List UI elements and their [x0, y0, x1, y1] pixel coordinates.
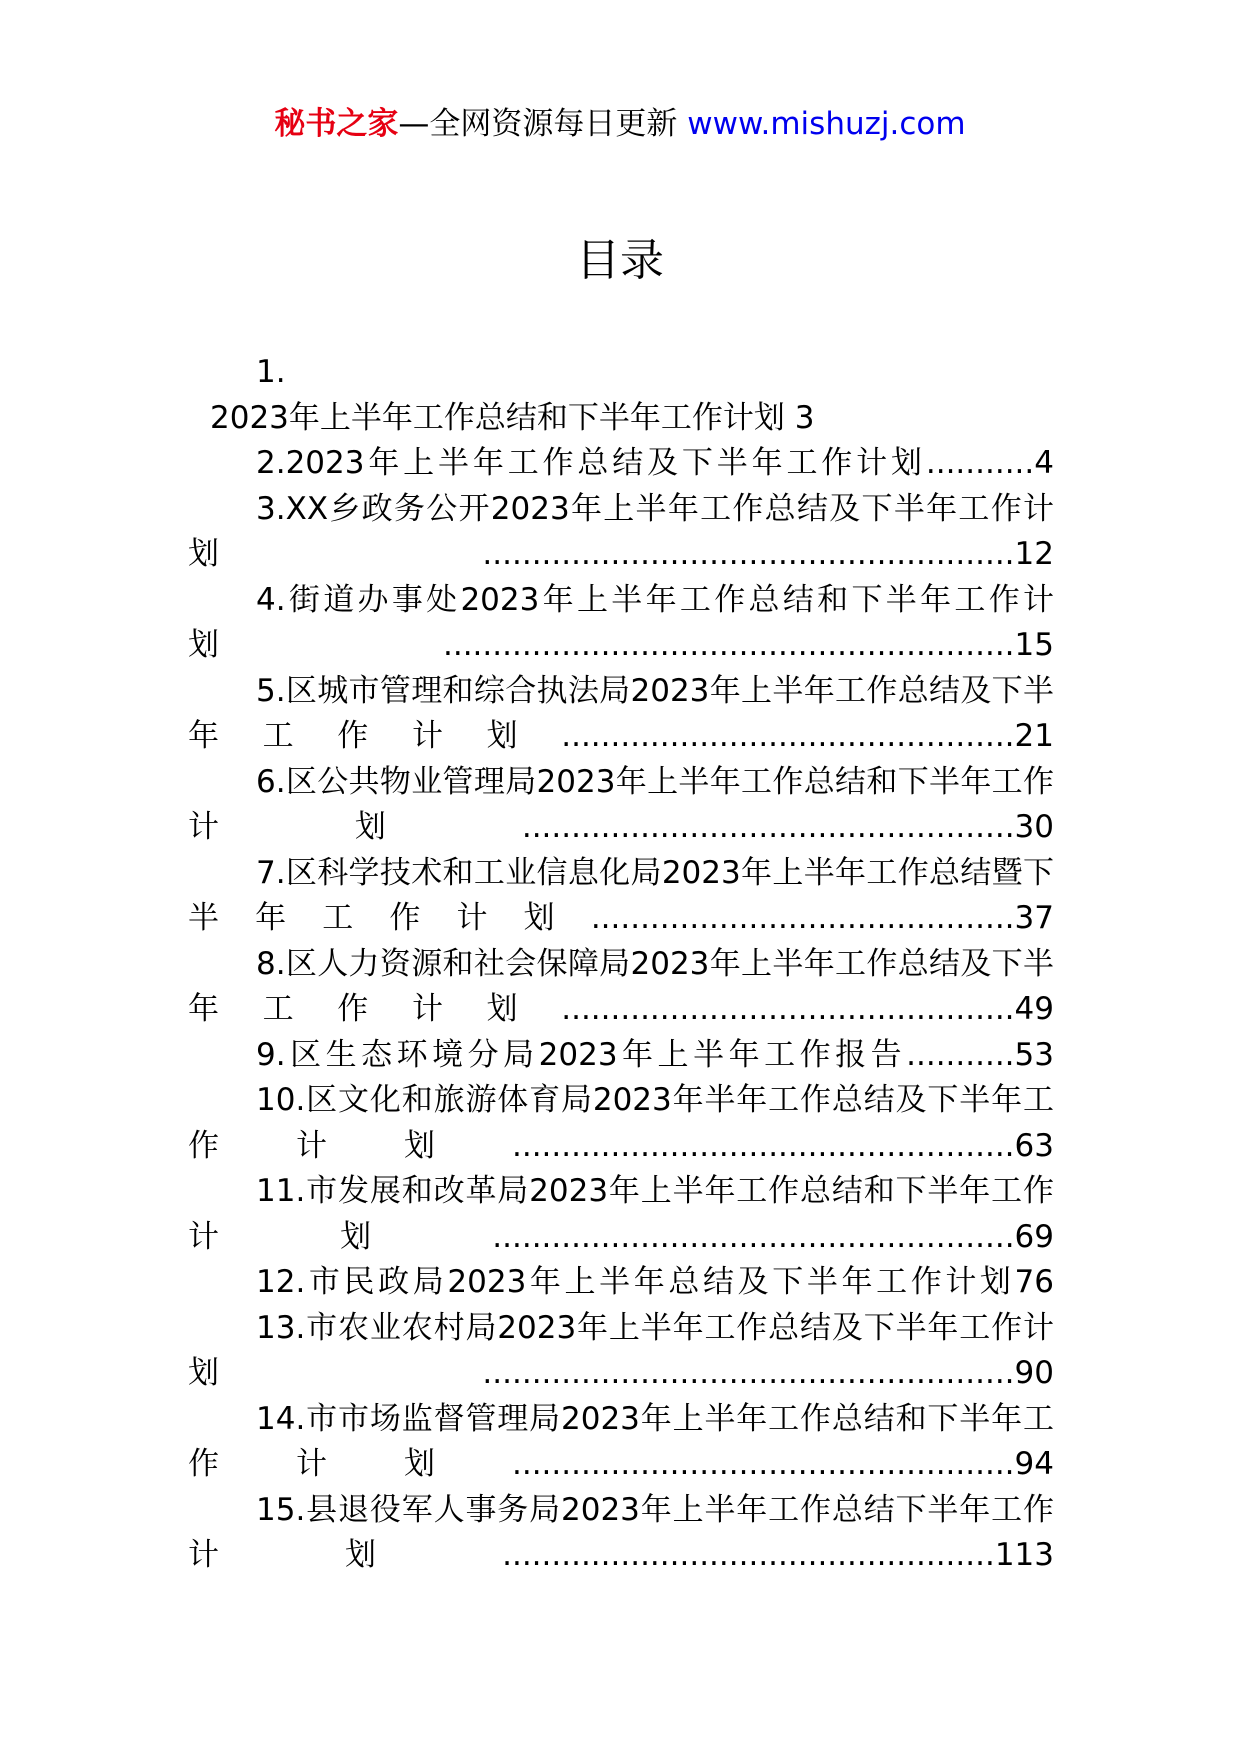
toc-entry-11[interactable] — [188, 1169, 1054, 1260]
toc-entry-number: 7. — [256, 854, 286, 891]
toc-entry-number: 1. — [256, 354, 286, 390]
toc-entry-number: 8. — [256, 945, 286, 982]
toc-entry-number: 5. — [256, 672, 286, 709]
toc-leader: ........... — [925, 445, 1035, 481]
toc-entry-page: 90 — [1014, 1355, 1054, 1391]
toc-entry-5[interactable] — [188, 669, 1054, 760]
toc-entry-number: 3. — [256, 490, 286, 527]
toc-entry-number: 15. — [256, 1491, 306, 1528]
toc-leader: .............................................. — [561, 718, 1015, 754]
toc-leader: ................................................... — [511, 1127, 1015, 1164]
toc-entry-text: 区城市管理和综合执法局2023年上半年工作总结及下半年工作计划 — [188, 672, 1054, 754]
toc-entry-text: 市民政局2023年上半年总结及下半年工作计划 — [305, 1264, 1015, 1300]
toc-entry-page: 3 — [794, 399, 815, 436]
toc-leader: .................................................. — [521, 809, 1015, 845]
table-of-contents — [188, 350, 1054, 1579]
toc-entry-12[interactable] — [188, 1260, 1054, 1306]
toc-entry-15[interactable] — [188, 1488, 1054, 1579]
toc-entry-page: 37 — [1014, 900, 1054, 936]
toc-entry-text: 区公共物业管理局2023年上半年工作总结和下半年工作计划 — [188, 763, 1054, 845]
toc-entry-number: 6. — [256, 763, 286, 800]
toc-entry-page: 15 — [1014, 627, 1054, 663]
toc-entry-page: 76 — [1014, 1264, 1054, 1300]
toc-entry-14[interactable] — [188, 1397, 1054, 1488]
page-title: 目录 — [576, 235, 664, 286]
toc-entry-page: 63 — [1014, 1127, 1054, 1164]
toc-entry-number: 2. — [256, 445, 286, 481]
toc-leader: ...................................................... — [482, 536, 1015, 572]
toc-entry-number: 10. — [256, 1082, 306, 1118]
header-url[interactable]: www.mishuzj.com — [687, 106, 966, 142]
toc-leader: .............................................. — [561, 991, 1015, 1027]
toc-leader: ................................................... — [511, 1446, 1015, 1482]
page-header — [0, 98, 1240, 150]
toc-entry-text: 区生态环境分局2023年上半年工作报告 — [285, 1036, 907, 1073]
header-tagline: —全网资源每日更新 — [398, 106, 688, 142]
toc-entry-number: 11. — [256, 1173, 306, 1209]
toc-entry-text: 区人力资源和社会保障局2023年上半年工作总结及下半年工作计划 — [188, 945, 1054, 1027]
toc-entry-7[interactable] — [188, 851, 1054, 942]
toc-entry-13[interactable] — [188, 1306, 1054, 1397]
toc-entry-number: 12. — [256, 1264, 306, 1300]
toc-leader: ...................................................... — [482, 1355, 1015, 1391]
toc-entry-8[interactable] — [188, 942, 1054, 1033]
toc-entry-page: 4 — [1034, 445, 1054, 481]
toc-entry-3[interactable] — [188, 487, 1054, 578]
toc-entry-page: 69 — [1014, 1218, 1054, 1255]
toc-entry-text: 县退役军人事务局2023年上半年工作总结下半年工作计划 — [188, 1491, 1054, 1573]
toc-entry-page: 49 — [1014, 991, 1054, 1027]
toc-entry-page: 94 — [1014, 1446, 1054, 1482]
toc-entry-10[interactable] — [188, 1078, 1054, 1169]
toc-entry-9[interactable] — [188, 1033, 1054, 1079]
brand-name: 秘书之家 — [274, 106, 399, 142]
toc-entry-2[interactable] — [188, 441, 1054, 487]
toc-entry-number: 14. — [256, 1400, 306, 1437]
toc-entry-text: XX乡政务公开2023年上半年工作总结及下半年工作计划 — [188, 490, 1054, 572]
toc-entry-text: 市市场监督管理局2023年上半年工作总结和下半年工作计划 — [188, 1400, 1054, 1482]
toc-entry-text: 2023年上半年工作总结及下半年工作计划 — [285, 445, 926, 481]
toc-leader: ..................................................... — [492, 1218, 1015, 1255]
toc-entry-6[interactable] — [188, 760, 1054, 851]
toc-entry-page: 12 — [1014, 536, 1054, 572]
toc-entry-number: 9. — [256, 1036, 286, 1073]
toc-entry-page: 113 — [994, 1537, 1054, 1573]
toc-leader: .................................................. — [502, 1537, 995, 1573]
toc-entry-1[interactable] — [188, 350, 1054, 441]
toc-entry-4[interactable] — [188, 578, 1054, 669]
toc-leader: ........... — [906, 1036, 1015, 1073]
toc-leader: ........................................... — [590, 900, 1015, 936]
toc-entry-text: 街道办事处2023年上半年工作总结和下半年工作计划 — [188, 581, 1054, 663]
toc-entry-text: 2023年上半年工作总结和下半年工作计划 — [210, 399, 795, 436]
toc-entry-page: 21 — [1014, 718, 1054, 754]
toc-entry-number: 4. — [256, 581, 286, 618]
toc-entry-text: 市农业农村局2023年上半年工作总结及下半年工作计划 — [188, 1309, 1054, 1391]
toc-entry-text: 市发展和改革局2023年上半年工作总结和下半年工作计划 — [188, 1173, 1054, 1255]
toc-entry-page: 30 — [1014, 809, 1054, 845]
toc-entry-page: 53 — [1014, 1036, 1054, 1073]
toc-entry-text: 区科学技术和工业信息化局2023年上半年工作总结暨下半年工作计划 — [188, 854, 1054, 936]
toc-entry-number: 13. — [256, 1309, 306, 1346]
toc-leader: .......................................................... — [443, 627, 1015, 663]
toc-entry-text: 区文化和旅游体育局2023年半年工作总结及下半年工作计划 — [188, 1082, 1054, 1164]
